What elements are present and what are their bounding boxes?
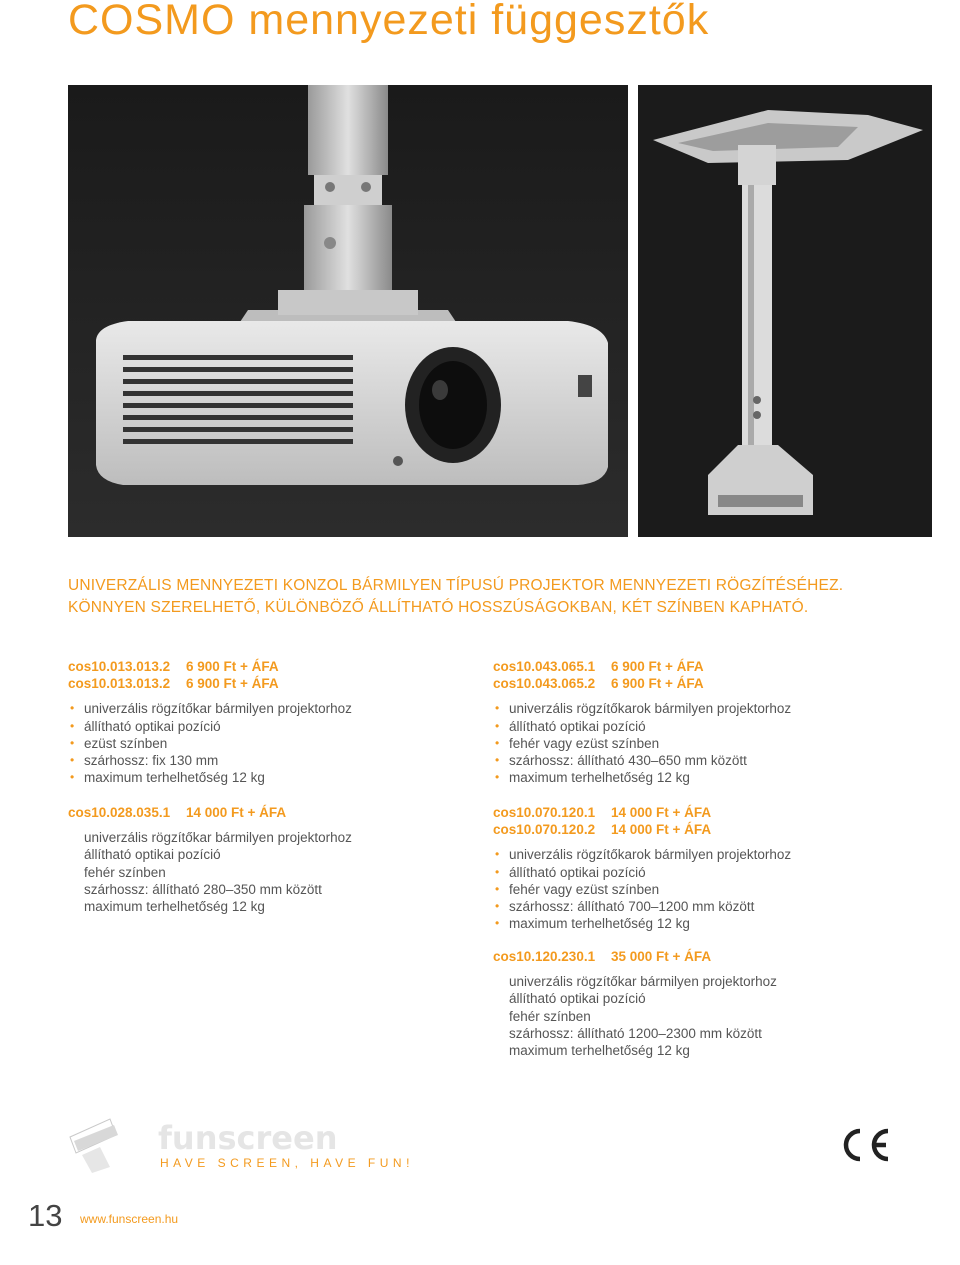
product-price: 14 000 Ft + ÁFA <box>611 805 712 820</box>
feature-item: univerzális rögzítőkar bármilyen projektorhoz <box>509 974 777 990</box>
product-code-row <box>493 675 893 692</box>
product-block <box>68 658 468 786</box>
brand-name: funscreen <box>158 1119 338 1157</box>
tagline-line: UNIVERZÁLIS MENNYEZETI KONZOL BÁRMILYEN TÍPUSÚ PROJEKTOR MENNYEZETI RÖGZÍTÉSÉHEZ. <box>68 577 844 594</box>
product-price: 6 900 Ft + ÁFA <box>611 659 704 674</box>
product-code: cos10.043.065.1 <box>493 659 596 674</box>
feature-item: maximum terhelhetőség 12 kg <box>84 899 265 915</box>
product-price: 14 000 Ft + ÁFA <box>186 805 287 820</box>
feature-item: univerzális rögzítőkar bármilyen projektorhoz <box>84 830 352 846</box>
feature-item: • maximum terhelhetőség 12 kg <box>68 769 468 786</box>
product-code: cos10.043.065.2 <box>493 676 596 692</box>
feature-item: • univerzális rögzítőkar bármilyen projektorhoz <box>68 700 468 717</box>
feature-item: • univerzális rögzítőkarok bármilyen projektorhoz <box>493 846 893 863</box>
page-title: COSMO mennyezeti függesztők <box>68 0 710 44</box>
product-code: cos10.013.013.2 <box>68 676 171 692</box>
feature-item: fehér színben <box>84 864 166 880</box>
page-number: 13 <box>28 1198 63 1233</box>
feature-item: • ezüst színben <box>68 735 468 752</box>
product-price: 6 900 Ft + ÁFA <box>611 676 704 692</box>
product-block <box>493 948 893 1059</box>
feature-item: • fehér vagy ezüst színben <box>493 881 893 898</box>
product-price: 6 900 Ft + ÁFA <box>186 676 279 692</box>
feature-list <box>493 846 893 932</box>
feature-item: szárhossz: állítható 1200–2300 mm között <box>509 1025 762 1041</box>
product-code-row <box>493 804 893 821</box>
product-block <box>493 804 893 932</box>
feature-item: • szárhossz: állítható 430–650 mm között <box>493 752 893 769</box>
brand-slogan: HAVE SCREEN, HAVE FUN! <box>160 1156 414 1170</box>
feature-list <box>68 700 468 786</box>
product-code: cos10.013.013.2 <box>68 659 171 674</box>
feature-item: • állítható optikai pozíció <box>493 718 893 735</box>
website-link[interactable]: www.funscreen.hu <box>80 1212 179 1226</box>
feature-item: szárhossz: állítható 280–350 mm között <box>84 881 322 897</box>
feature-item: • fehér vagy ezüst színben <box>493 735 893 752</box>
product-price: 6 900 Ft + ÁFA <box>186 659 279 674</box>
product-price: 14 000 Ft + ÁFA <box>611 822 712 838</box>
feature-item: maximum terhelhetőség 12 kg <box>509 1043 690 1059</box>
tagline-line: KÖNNYEN SZERELHETŐ, KÜLÖNBÖZŐ ÁLLÍTHATÓ HOSSZÚSÁGOKBAN, KÉT SZÍNBEN KAPHATÓ. <box>68 599 809 616</box>
product-code: cos10.070.120.1 <box>493 805 596 820</box>
feature-list <box>493 973 893 1059</box>
projector-logo-icon <box>70 1119 118 1173</box>
ceiling-mount-photo <box>638 85 932 537</box>
product-code-row <box>493 821 893 838</box>
tagline <box>68 575 948 619</box>
product-code-row <box>68 804 468 821</box>
ce-mark-icon <box>838 1127 894 1163</box>
feature-item: • maximum terhelhetőség 12 kg <box>493 769 893 786</box>
product-code-row <box>68 675 468 692</box>
projector-mount-photo <box>68 85 628 537</box>
feature-item: • univerzális rögzítőkarok bármilyen projektorhoz <box>493 700 893 717</box>
product-price: 35 000 Ft + ÁFA <box>611 949 712 964</box>
feature-item: • szárhossz: állítható 700–1200 mm között <box>493 898 893 915</box>
feature-item: • szárhossz: fix 130 mm <box>68 752 468 769</box>
feature-list <box>493 700 893 786</box>
product-code: cos10.070.120.2 <box>493 822 596 838</box>
product-code-row <box>493 658 893 675</box>
feature-item: fehér színben <box>509 1008 591 1024</box>
product-code: cos10.120.230.1 <box>493 949 596 964</box>
feature-list <box>68 829 468 915</box>
funscreen-logo <box>70 1115 414 1175</box>
feature-item: állítható optikai pozíció <box>84 847 221 863</box>
product-block <box>68 804 468 915</box>
feature-item: • maximum terhelhetőség 12 kg <box>493 915 893 932</box>
product-code: cos10.028.035.1 <box>68 805 171 820</box>
product-block <box>493 658 893 786</box>
feature-item: • állítható optikai pozíció <box>493 864 893 881</box>
product-code-row <box>493 948 893 965</box>
product-code-row <box>68 658 468 675</box>
feature-item: • állítható optikai pozíció <box>68 718 468 735</box>
feature-item: állítható optikai pozíció <box>509 991 646 1007</box>
